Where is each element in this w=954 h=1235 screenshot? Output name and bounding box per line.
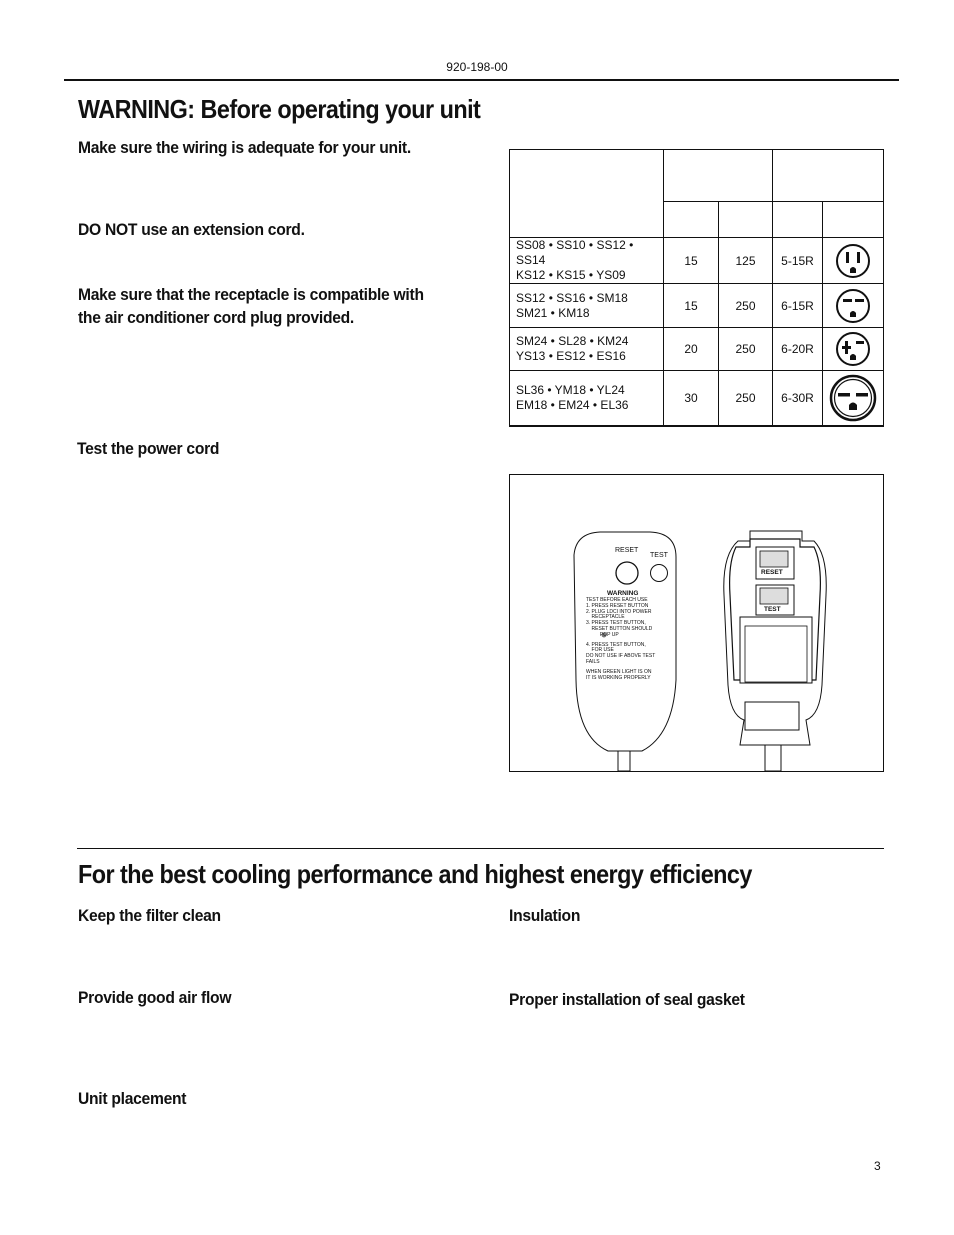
table-row bbox=[510, 284, 884, 328]
header-cell-rating bbox=[664, 150, 773, 202]
page-number: 3 bbox=[874, 1159, 881, 1173]
cord-plugs-drawing bbox=[510, 475, 883, 771]
filter-heading: Keep the filter clean bbox=[78, 906, 221, 925]
volts-cell: 250 bbox=[719, 328, 773, 371]
models-line: SM21 • KM18 bbox=[516, 305, 590, 320]
subheader-cell bbox=[823, 202, 884, 238]
extension-bold: DO NOT bbox=[78, 220, 138, 239]
models-line: YS13 • ES12 • ES16 bbox=[516, 349, 626, 363]
section-divider bbox=[77, 848, 884, 849]
models-line: SM24 • SL28 • KM24 bbox=[516, 334, 629, 348]
receptacle-line-2: the air conditioner cord plug provided. bbox=[78, 308, 354, 327]
table-header-row bbox=[510, 150, 884, 202]
airflow-heading: Provide good air flow bbox=[78, 988, 232, 1007]
left-reset-label: RESET bbox=[615, 547, 639, 554]
nema-6-20r-icon bbox=[823, 328, 884, 371]
warning-line: 3. PRESS TEST BUTTON, bbox=[586, 620, 646, 627]
header-cell-receptacle bbox=[773, 150, 884, 202]
models-line: SS12 • SS16 • SM18 bbox=[516, 290, 628, 305]
receptacle-table bbox=[509, 149, 884, 427]
extension-rest: use an extension cord. bbox=[137, 220, 305, 239]
nema-5-15r-icon bbox=[823, 238, 884, 284]
amps-cell: 30 bbox=[664, 371, 719, 426]
warning-line: RESET BUTTON SHOULD bbox=[586, 625, 653, 632]
right-reset-label: RESET bbox=[761, 569, 783, 576]
left-warning-text bbox=[586, 598, 655, 681]
nema-cell: 6-30R bbox=[773, 371, 823, 426]
extension-heading bbox=[78, 218, 305, 241]
insulation-heading: Insulation bbox=[509, 906, 581, 925]
header-cell-models bbox=[510, 150, 664, 238]
models-cell bbox=[510, 328, 664, 371]
nema-6-15r-icon bbox=[823, 284, 884, 328]
warning-line: FOR USE bbox=[586, 647, 614, 654]
nema-cell: 6-15R bbox=[773, 284, 823, 328]
nema-cell: 5-15R bbox=[773, 238, 823, 284]
amps-cell: 15 bbox=[664, 284, 719, 328]
left-warning-title: WARNING bbox=[607, 590, 639, 597]
gasket-heading: Proper installation of seal gasket bbox=[509, 990, 745, 1009]
warning-line: WHEN GREEN LIGHT IS ON bbox=[586, 668, 652, 675]
receptacle-line-1: Make sure that the receptacle is compatible with bbox=[78, 285, 424, 304]
warning-line: 1. PRESS RESET BUTTON bbox=[586, 602, 649, 609]
volts-cell: 125 bbox=[719, 238, 773, 284]
efficiency-title: For the best cooling performance and highest energy efficiency bbox=[78, 859, 752, 889]
subheader-cell bbox=[773, 202, 823, 238]
nema-cell: 6-20R bbox=[773, 328, 823, 371]
receptacle-heading bbox=[78, 283, 424, 329]
amps-cell: 20 bbox=[664, 328, 719, 371]
document-number: 920-198-00 bbox=[446, 60, 508, 74]
right-test-label: TEST bbox=[764, 606, 781, 613]
power-cord-illustration bbox=[509, 474, 884, 772]
warning-line: DO NOT USE IF ABOVE TEST bbox=[586, 653, 656, 660]
table-row bbox=[510, 328, 884, 371]
amps-cell: 15 bbox=[664, 238, 719, 284]
volts-cell: 250 bbox=[719, 371, 773, 426]
warning-line: FAILS bbox=[586, 658, 600, 665]
placement-heading: Unit placement bbox=[78, 1089, 187, 1108]
nema-6-30r-icon bbox=[823, 371, 884, 426]
warning-line: RECEPTACLE bbox=[586, 614, 625, 621]
warning-line: 2. PLUG LDCI INTO POWER bbox=[586, 608, 652, 615]
models-line: SS08 • SS10 • SS12 • SS14 bbox=[516, 238, 634, 267]
warning-line: 4. PRESS TEST BUTTON, bbox=[586, 641, 646, 648]
models-line: SL36 • YM18 • YL24 bbox=[516, 382, 625, 397]
warning-line: TEST BEFORE EACH USE bbox=[586, 597, 648, 603]
left-test-label: TEST bbox=[650, 552, 668, 559]
models-cell bbox=[510, 238, 664, 284]
table-row bbox=[510, 371, 884, 426]
subheader-cell bbox=[664, 202, 719, 238]
header-rule bbox=[64, 79, 899, 81]
wiring-heading: Make sure the wiring is adequate for your unit. bbox=[78, 138, 411, 157]
models-line: EM18 • EM24 • EL36 bbox=[516, 397, 629, 412]
warning-line: IT IS WORKING PROPERLY bbox=[586, 674, 651, 681]
warning-title: WARNING: Before operating your unit bbox=[78, 94, 481, 124]
models-cell bbox=[510, 284, 664, 328]
models-line: KS12 • KS15 • YS09 bbox=[516, 268, 626, 282]
subheader-cell bbox=[719, 202, 773, 238]
volts-cell: 250 bbox=[719, 284, 773, 328]
models-cell bbox=[510, 371, 664, 426]
table-row bbox=[510, 238, 884, 284]
warning-line: POP UP bbox=[586, 631, 619, 638]
test-cord-heading: Test the power cord bbox=[77, 439, 220, 458]
